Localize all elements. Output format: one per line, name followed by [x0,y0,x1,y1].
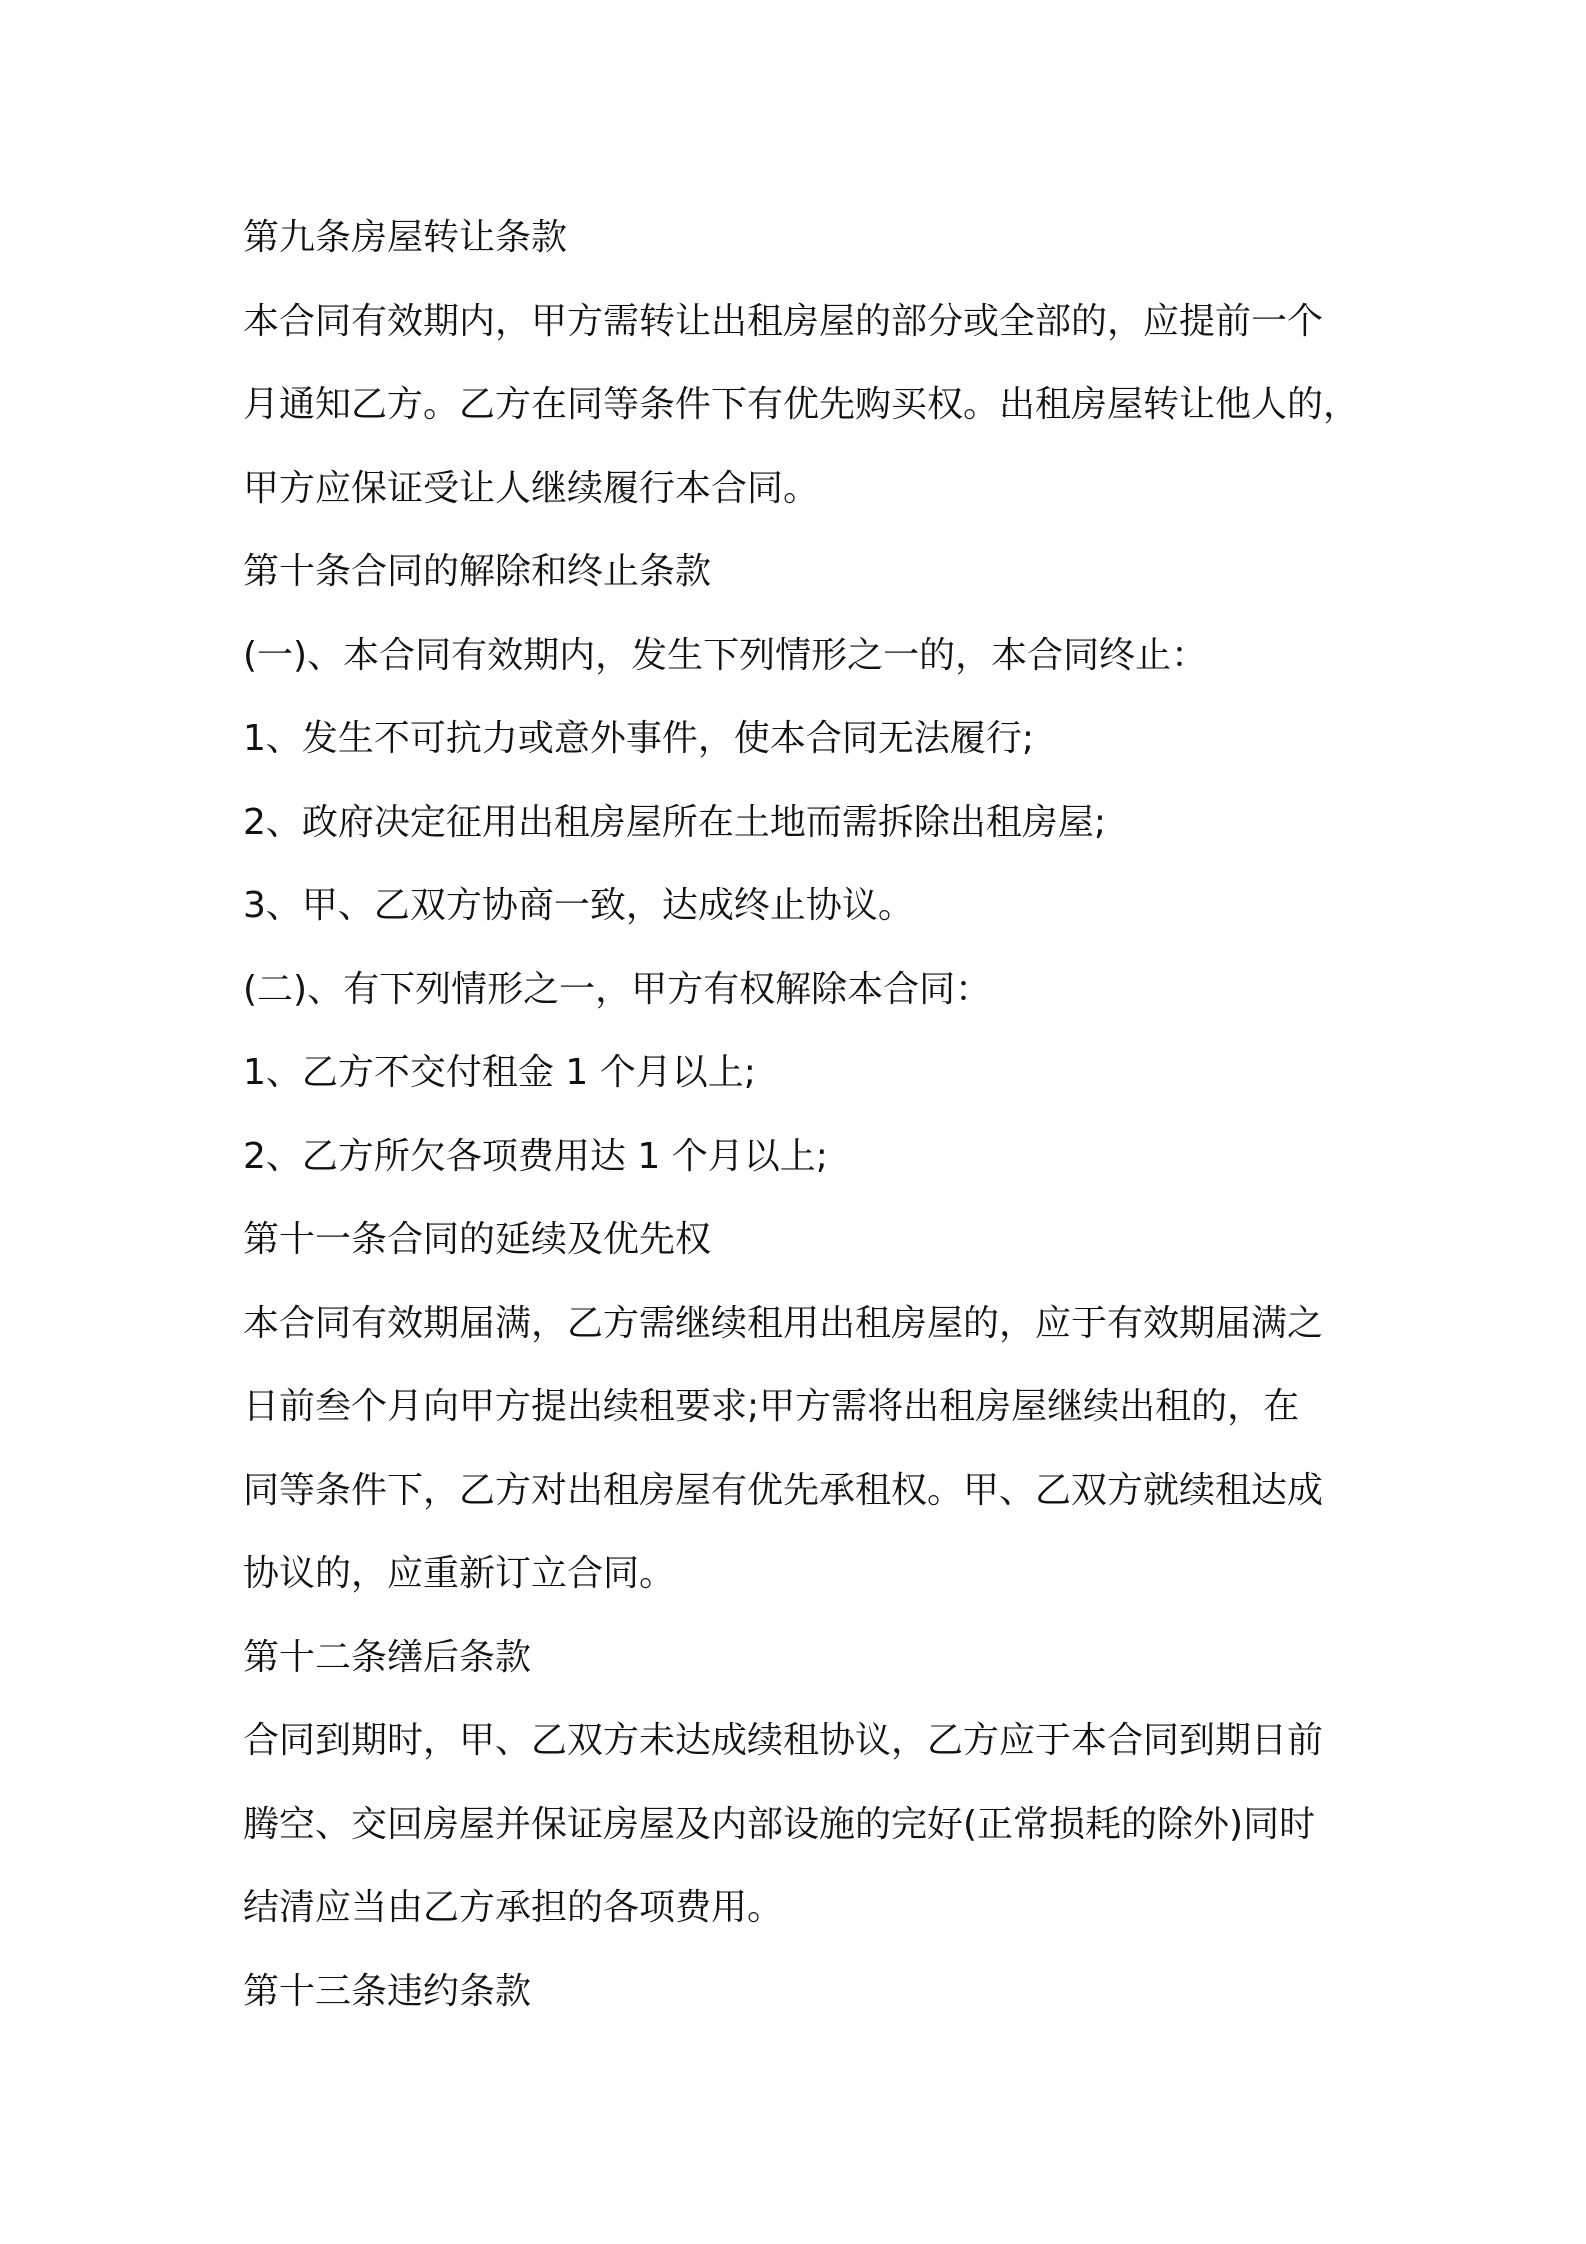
heading-article-9: 第九条房屋转让条款 [243,217,568,258]
list-item: 2、乙方所欠各项费用达 1 个月以上; [243,1135,828,1177]
paragraph-line: 结清应当由乙方承担的各项费用。 [243,1887,784,1928]
paragraph-line: (二)、有下列情形之一，甲方有权解除本合同： [243,968,992,1010]
paragraph-line: 月通知乙方。乙方在同等条件下有优先购买权。出租房屋转让他人的， [243,384,1360,425]
heading-article-12: 第十二条缮后条款 [243,1636,532,1678]
list-item: 1、发生不可抗力或意外事件，使本合同无法履行; [243,718,1035,759]
list-item: 2、政府决定征用出租房屋所在土地而需拆除出租房屋; [243,801,1107,843]
list-item: 1、乙方不交付租金 1 个月以上; [243,1052,756,1093]
paragraph-line: 本合同有效期内，甲方需转让出租房屋的部分或全部的，应提前一个 [243,300,1324,342]
heading-article-13: 第十三条违约条款 [243,1970,532,2012]
heading-article-10: 第十条合同的解除和终止条款 [243,551,712,592]
paragraph-line: 本合同有效期届满，乙方需继续租用出租房屋的，应于有效期届满之 [243,1302,1324,1344]
document-body [243,196,1358,2033]
paragraph-line: 协议的，应重新订立合同。 [243,1553,676,1594]
paragraph-line: 甲方应保证受让人继续履行本合同。 [243,467,820,509]
list-item: 3、甲、乙双方协商一致，达成终止协议。 [243,885,914,926]
paragraph-line: 日前叁个月向甲方提出续租要求;甲方需将出租房屋继续出租的，在 [243,1386,1300,1427]
paragraph-line: 腾空、交回房屋并保证房屋及内部设施的完好(正常损耗的除外)同时 [243,1803,1316,1845]
paragraph-line: 合同到期时，甲、乙双方未达成续租协议，乙方应于本合同到期日前 [243,1720,1324,1761]
paragraph-line: (一)、本合同有效期内，发生下列情形之一的，本合同终止： [243,634,1208,676]
heading-article-11: 第十一条合同的延续及优先权 [243,1219,712,1260]
paragraph-line: 同等条件下，乙方对出租房屋有优先承租权。甲、乙双方就续租达成 [243,1469,1324,1511]
